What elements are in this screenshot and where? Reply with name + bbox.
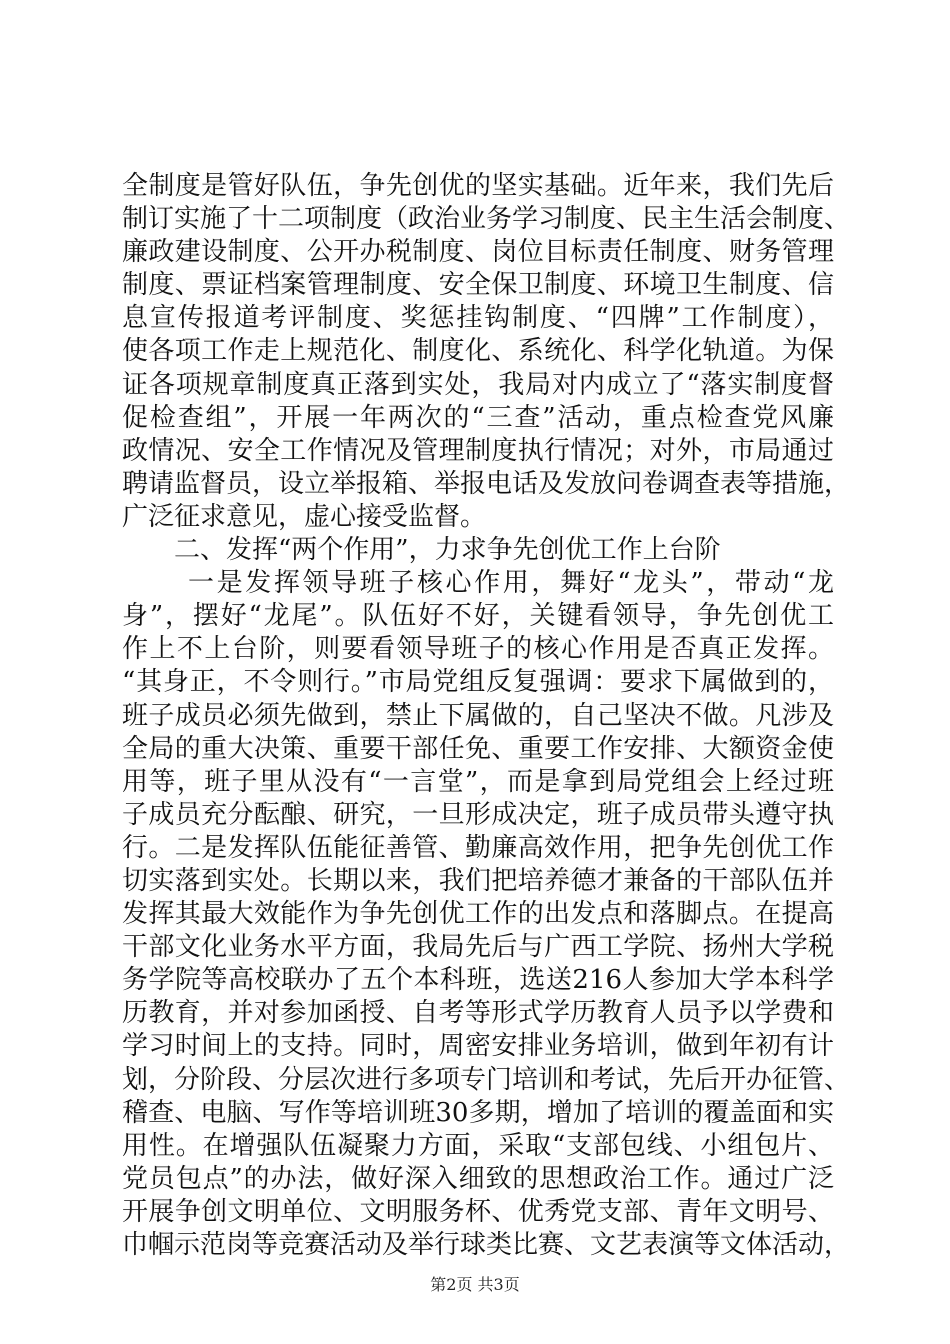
- text-line: 作上不上台阶，则要看领导班子的核心作用是否真正发挥。: [122, 634, 834, 665]
- page-number-footer: 第2页 共3页: [430, 1275, 520, 1294]
- text-line: “其身正，不令则行。”市局党组反复强调：要求下属做到的，: [122, 667, 834, 698]
- text-line: 划，分阶段、分层次进行多项专门培训和考试，先后开办征管、: [122, 1064, 851, 1095]
- text-line: 用性。在增强队伍凝聚力方面，采取“支部包线、小组包片、: [122, 1130, 834, 1161]
- text-line: 历教育，并对参加函授、自考等形式学历教育人员予以学费和: [122, 998, 834, 1029]
- text-line: 行。二是发挥队伍能征善管、勤廉高效作用，把争先创优工作: [122, 832, 834, 863]
- document-body: [122, 170, 851, 1262]
- text-line: 息宣传报道考评制度、奖惩挂钩制度、“四牌”工作制度），: [122, 303, 834, 334]
- text-line: 稽查、电脑、写作等培训班30多期，增加了培训的覆盖面和实: [122, 1097, 834, 1128]
- text-line: 党员包点”的办法，做好深入细致的思想政治工作。通过广泛: [122, 1163, 834, 1194]
- text-line: 班子成员必须先做到，禁止下属做的，自己坚决不做。凡涉及: [122, 700, 834, 731]
- text-line: 用等，班子里从没有“一言堂”，而是拿到局党组会上经过班: [122, 766, 834, 797]
- text-line: 切实落到实处。长期以来，我们把培养德才兼备的干部队伍并: [122, 865, 834, 896]
- text-line: 制度、票证档案管理制度、安全保卫制度、环境卫生制度、信: [122, 270, 834, 301]
- text-line: 学习时间上的支持。同时，周密安排业务培训，做到年初有计: [122, 1031, 834, 1062]
- text-line: 促检查组”，开展一年两次的“三查”活动，重点检查党风廉: [122, 402, 834, 433]
- text-line: 全制度是管好队伍，争先创优的坚实基础。近年来，我们先后: [122, 171, 834, 201]
- text-line: 聘请监督员，设立举报箱、举报电话及发放问卷调查表等措施，: [122, 468, 851, 499]
- section-heading: 二、发挥“两个作用”，力求争先创优工作上台阶: [174, 535, 721, 566]
- text-line: 子成员充分酝酿、研究，一旦形成决定，班子成员带头遵守执: [122, 799, 834, 830]
- text-line: 广泛征求意见，虚心接受监督。: [122, 501, 487, 532]
- text-line: 一是发挥领导班子核心作用，舞好“龙头”，带动“龙: [188, 568, 834, 599]
- text-line: 使各项工作走上规范化、制度化、系统化、科学化轨道。为保: [122, 336, 834, 367]
- text-line: 开展争创文明单位、文明服务杯、优秀党支部、青年文明号、: [122, 1196, 834, 1227]
- text-line: 政情况、安全工作情况及管理制度执行情况；对外，市局通过: [122, 435, 834, 466]
- text-line: 证各项规章制度真正落到实处，我局对内成立了“落实制度督: [122, 369, 834, 400]
- text-line: 巾帼示范岗等竞赛活动及举行球类比赛、文艺表演等文体活动，: [122, 1230, 851, 1260]
- text-line: 制订实施了十二项制度（政治业务学习制度、民主生活会制度、: [122, 204, 851, 235]
- text-line: 身”，摆好“龙尾”。队伍好不好，关键看领导，争先创优工: [122, 601, 834, 632]
- text-line: 廉政建设制度、公开办税制度、岗位目标责任制度、财务管理: [122, 237, 834, 268]
- text-line: 发挥其最大效能作为争先创优工作的出发点和落脚点。在提高: [122, 899, 834, 930]
- text-line: 干部文化业务水平方面，我局先后与广西工学院、扬州大学税: [122, 932, 834, 963]
- text-line: 务学院等高校联办了五个本科班，选送216人参加大学本科学: [122, 965, 834, 996]
- text-line: 全局的重大决策、重要干部任免、重要工作安排、大额资金使: [122, 733, 834, 764]
